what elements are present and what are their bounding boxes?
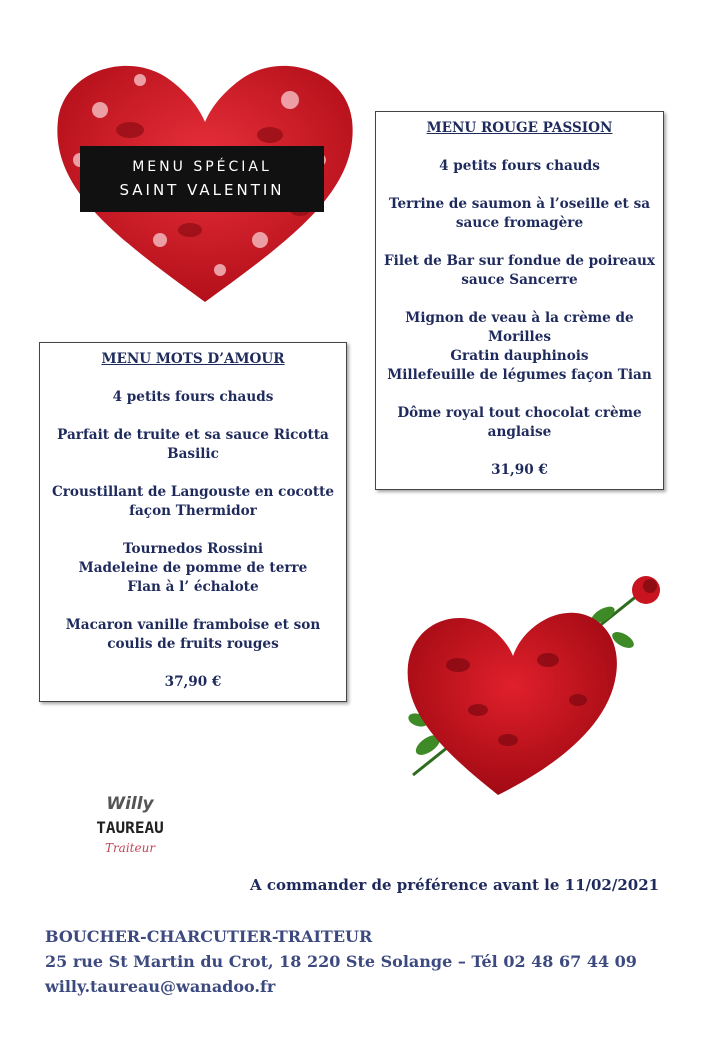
logo-taureau-text: TAUREAU [96, 818, 164, 837]
menu-item: Dôme royal tout chocolat crème [397, 405, 642, 421]
menu-rouge-passion-box [375, 111, 664, 490]
footer-business-type: BOUCHER-CHARCUTIER-TRAITEUR [45, 927, 373, 946]
banner-line1: MENU SPÉCIAL [132, 159, 272, 175]
menu-item: Tournedos Rossini [122, 541, 264, 557]
menu-item: Mignon de veau à la crème de [405, 310, 634, 326]
footer-email: willy.taureau@wanadoo.fr [45, 977, 276, 996]
logo-traiteur-text: Traiteur [104, 841, 156, 855]
menu-item: Terrine de saumon à l’oseille et sa [388, 196, 651, 212]
menu-item: 4 petits fours chauds [439, 158, 600, 174]
banner-line2: SAINT VALENTIN [119, 181, 285, 199]
menu-item: Filet de Bar sur fondue de poireaux [384, 253, 655, 269]
menu-item: Macaron vanille framboise et son [65, 617, 321, 633]
menu-item: Madeleine de pomme de terre [78, 560, 308, 576]
menu-item: Croustillant de Langouste en cocotte [51, 484, 335, 500]
order-deadline-note: A commander de préférence avant le 11/02/2021 [250, 876, 660, 894]
footer-contact [45, 924, 637, 999]
menu-item: Basilic [167, 446, 219, 462]
menu-amour-title: MENU MOTS D’AMOUR [101, 351, 285, 367]
menu-mots-damour-box [39, 342, 347, 702]
menu-item: Millefeuille de légumes façon Tian [387, 367, 652, 383]
willy-taureau-logo [82, 792, 178, 868]
rose-heart-arrow-image [398, 570, 668, 800]
logo-willy-text: Willy [106, 794, 154, 814]
menu-item: Flan à l’ échalote [127, 579, 259, 595]
menu-rouge-title: MENU ROUGE PASSION [426, 120, 613, 136]
menu-item: Gratin dauphinois [450, 348, 589, 364]
menu-item: Morilles [487, 329, 552, 345]
menu-item: Parfait de truite et sa sauce Ricotta [57, 427, 329, 443]
menu-item: 4 petits fours chauds [112, 389, 274, 405]
menu-price: 31,90 € [491, 462, 548, 478]
menu-item: anglaise [487, 424, 552, 440]
menu-item: sauce fromagère [455, 215, 584, 231]
footer-address: 25 rue St Martin du Crot, 18 220 Ste Solange – Tél 02 48 67 44 09 [45, 952, 637, 971]
menu-item: façon Thermidor [129, 503, 257, 519]
menu-item: coulis de fruits rouges [107, 636, 279, 652]
menu-banner [80, 146, 324, 212]
menu-item: sauce Sancerre [461, 272, 578, 288]
menu-price: 37,90 € [164, 674, 222, 690]
